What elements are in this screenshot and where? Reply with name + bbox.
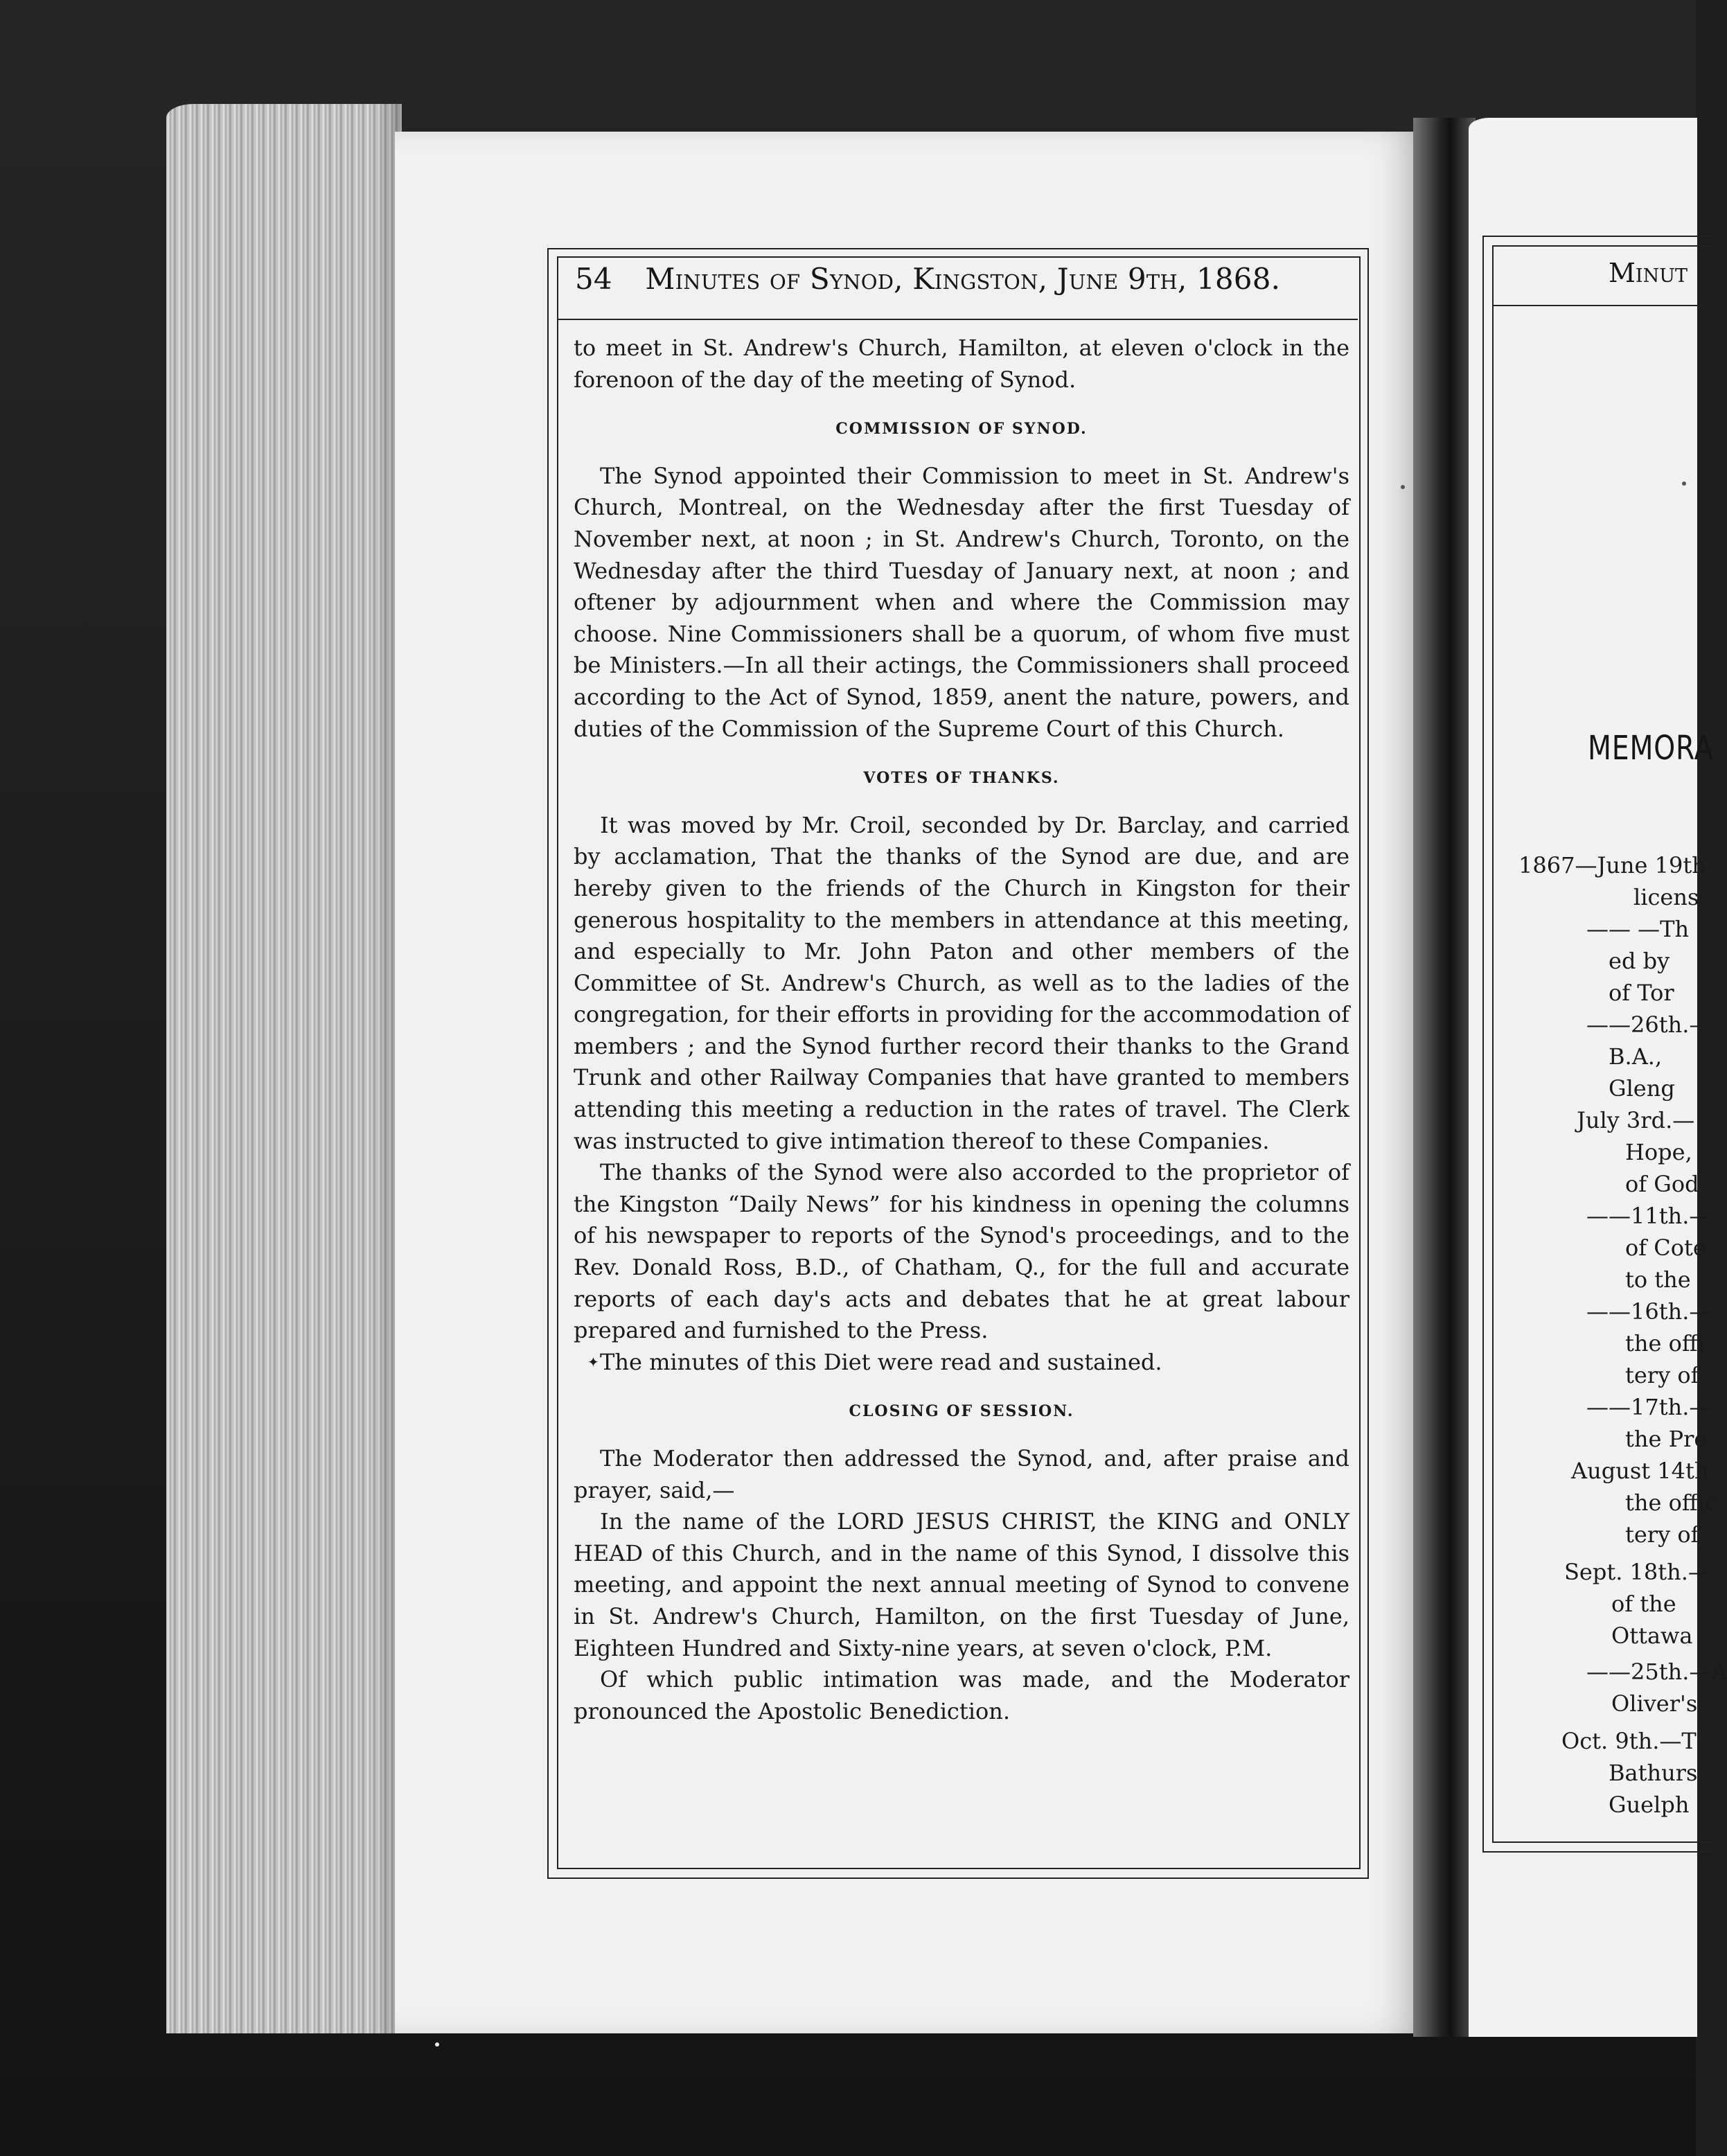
minutes-line: [574, 1347, 1349, 1379]
right-entry: of the: [1611, 1591, 1676, 1617]
right-header-rule: [1494, 305, 1701, 306]
right-entry: the offic: [1625, 1490, 1717, 1516]
closing-paragraph-2: In the name of the LORD JESUS CHRIST, the KING and ONLY HEAD of this Church, and in the name of this Synod, I dissolve this meeting, and appoint the next annual meeting of Synod to convene in St. Andrew's Church, Hamilton, on the first Tuesday of June, Eighteen Hundred and Sixty-nine years, at seven o'clock, P.M.: [574, 1508, 1349, 1661]
speck: [1682, 481, 1686, 486]
right-entry: —— —Th: [1586, 916, 1690, 942]
votes-paragraph-2: The thanks of the Synod were also accorded to the proprietor of the Kingston “Daily News” for his kindness in opening the columns of his newspaper to reports of the Synod's proceedings, and to the Rev. Donald Ross, B.D., of Chatham, Q., for the full and accurate reports of each day's acts and debates that he at great labour prepared and furnished to the Press.: [574, 1159, 1349, 1344]
right-entry: the offi: [1625, 1330, 1705, 1357]
right-entry: Oct. 9th.—T: [1561, 1728, 1697, 1754]
right-running-head: Minut: [1609, 258, 1688, 288]
heading-commission: COMMISSION OF SYNOD.: [835, 420, 1088, 439]
margin-mark-icon: ✦: [587, 1353, 599, 1370]
right-entry: Sept. 18th.—: [1564, 1559, 1710, 1585]
page-number: 54: [575, 262, 612, 296]
right-entry: licens: [1633, 884, 1699, 910]
page-edges-stack: [166, 104, 402, 2033]
opening-paragraph: to meet in St. Andrew's Church, Hamilton, at eleven o'clock in the forenoon of the day of the meeting of Synod.: [574, 335, 1349, 393]
speck: [1401, 485, 1405, 489]
speck: [435, 2042, 439, 2047]
right-entry: ——26th.–: [1586, 1011, 1701, 1038]
right-entry: August 14th: [1571, 1458, 1709, 1484]
right-entry: the Pre: [1625, 1426, 1708, 1452]
right-entry: ——25th.—A: [1586, 1659, 1727, 1685]
right-entry: tery of: [1625, 1362, 1699, 1388]
page-body: [574, 333, 1349, 1727]
running-head: [575, 262, 1351, 296]
book-gutter: [1413, 118, 1476, 2037]
right-entry: B.A.,: [1609, 1043, 1663, 1070]
right-entry: of Tor: [1609, 980, 1674, 1006]
right-entry: Ottawa: [1611, 1623, 1693, 1649]
right-entry: Guelph: [1609, 1792, 1690, 1818]
right-title: MEMORA: [1588, 729, 1714, 768]
heading-votes: VOTES OF THANKS.: [863, 769, 1060, 788]
right-entry: of God: [1625, 1171, 1699, 1197]
closing-paragraph-1: The Moderator then addressed the Synod, and, after praise and prayer, said,—: [574, 1445, 1349, 1503]
right-entry: Oliver's: [1611, 1690, 1698, 1717]
right-entry: ed by: [1609, 948, 1670, 974]
right-entry: ——16th.—: [1586, 1298, 1712, 1325]
right-entry: tery of: [1625, 1521, 1699, 1548]
votes-paragraph-1: It was moved by Mr. Croil, seconded by Dr. Barclay, and carried by acclamation, That the thanks of the Synod are due, and are hereby given to the friends of the Church in Kingston for their generous hospitality to the members in attendance at this meeting, and especially to Mr. John Paton and other members of the Committee of St. Andrew's Church, as well as to the ladies of the congregation, for their efforts in providing for the accommodation of members ; and the Synod further record their thanks to the Grand Trunk and other Railway Companies that have granted to members attending this meeting a reduction in the rates of travel. The Clerk was instructed to give intimation thereof to these Companies.: [574, 811, 1349, 1154]
right-entry: Hope,: [1625, 1139, 1692, 1165]
right-entry: Bathurs: [1609, 1760, 1698, 1786]
right-entry: Gleng: [1609, 1075, 1675, 1102]
closing-paragraph-3: Of which public intimation was made, and the Moderator pronounced the Apostolic Benediction.: [574, 1666, 1349, 1724]
running-head-title: Minutes of Synod, Kingston, June 9th, 1868.: [645, 262, 1281, 296]
right-entry: ——17th.—: [1586, 1394, 1712, 1420]
right-entry: 1867—June 19th: [1518, 852, 1706, 878]
header-rule: [558, 319, 1358, 320]
minutes-line-text: The minutes of this Diet were read and sustained.: [600, 1348, 1162, 1375]
heading-closing: CLOSING OF SESSION.: [849, 1402, 1074, 1421]
right-entry: July 3rd.—: [1577, 1107, 1695, 1133]
right-entry: ——11th.—: [1586, 1203, 1712, 1229]
right-entry: to the: [1625, 1266, 1691, 1293]
right-entry: of Cote: [1625, 1235, 1706, 1261]
commission-paragraph: The Synod appointed their Commission to meet in St. Andrew's Church, Montreal, on the Wednesday after the first Tuesday of November next, at noon ; in St. Andrew's Church, Toronto, on the Wednesday after the third Tuesday of January next, at noon ; and oftener by adjournment when and where the Commission may choose. Nine Commissioners shall be a quorum, of whom five must be Ministers.—In all their actings, the Commissioners shall proceed according to the Act of Synod, 1859, anent the nature, powers, and duties of the Commission of the Supreme Court of this Church.: [574, 462, 1349, 742]
